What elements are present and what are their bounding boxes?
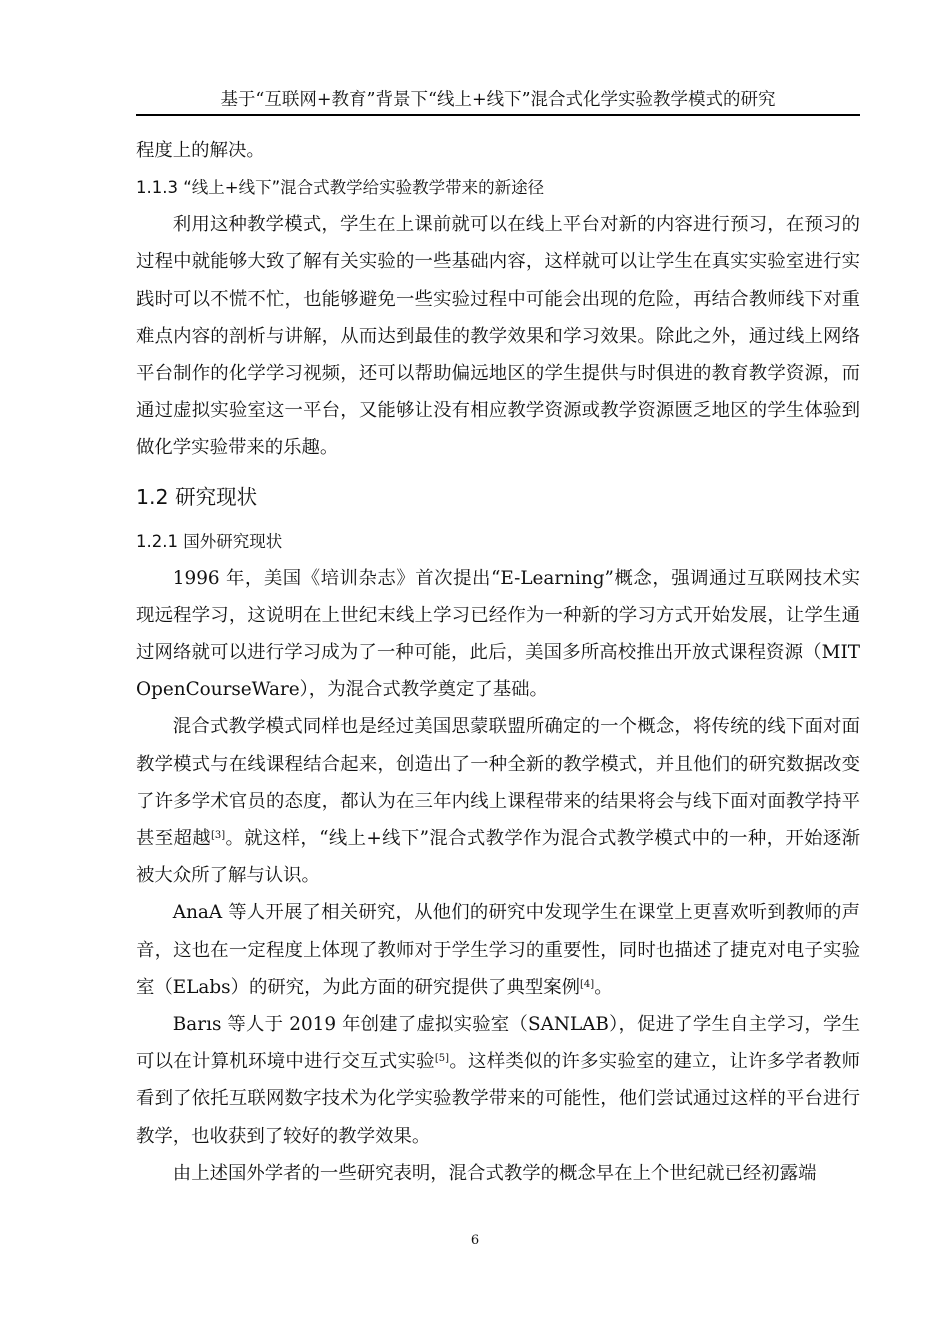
paragraph-summary: 由上述国外学者的一些研究表明，混合式教学的概念早在上个世纪就已经初露端	[172, 1162, 817, 1184]
paragraph-text: 。	[594, 976, 613, 998]
paragraph-text: 。就这样，“线上+线下”混合式教学作为混合式教学模式中的一种，开始逐渐被大众所了解与认识。	[136, 828, 860, 887]
citation-ref: [4]	[580, 978, 595, 990]
section-heading-1-2-1: 1.2.1 国外研究现状	[136, 531, 283, 551]
paragraph-blended-model	[136, 708, 860, 894]
section-heading-1-2: 1.2 研究现状	[136, 484, 258, 509]
paragraph-continuation: 程度上的解决。	[136, 140, 265, 161]
page-number: 6	[470, 1233, 480, 1248]
section-heading-1-1-3: 1.1.3 “线上+线下”混合式教学给实验教学带来的新途径	[136, 178, 545, 198]
page-body	[136, 132, 860, 1192]
running-header: 基于“互联网+教育”背景下“线上+线下”混合式化学实验教学模式的研究	[136, 88, 860, 116]
paragraph-text: 。这样类似的许多实验室的建立，让许多学者教师看到了依托互联网数字技术为化学实验教学带来的可能性，他们尝试通过这样的平台进行教学，也收获到了较好的教学效果。	[136, 1051, 860, 1147]
citation-ref: [3]	[210, 830, 226, 842]
paragraph-anaa-study	[136, 894, 860, 1006]
paragraph-text: AnaA 等人开展了相关研究，从他们的研究中发现学生在课堂上更喜欢听到教师的声音，这也在一定程度上体现了教师对于学生学习的重要性，同时也描述了捷克对电子实验室（ELabs）的研究，为此方面的研究提供了典型案例	[136, 902, 860, 998]
citation-ref: [5]	[434, 1053, 450, 1065]
paragraph-sanlab	[136, 1006, 860, 1155]
paragraph-text: Barıs 等人于 2019 年创建了虚拟实验室（SANLAB），促进了学生自主学习，学生可以在计算机环境中进行交互式实验	[136, 1014, 860, 1073]
paragraph-new-approach: 利用这种教学模式，学生在上课前就可以在线上平台对新的内容进行预习，在预习的过程中就能够大致了解有关实验的一些基础内容，这样就可以让学生在真实实验室进行实践时可以不慌不忙，也能够避免一些实验过程中可能会出现的危险，再结合教师线下对重难点内容的剖析与讲解，从而达到最佳的教学效果和学习效果。除此之外，通过线上网络平台制作的化学学习视频，还可以帮助偏远地区的学生提供与时俱进的教育教学资源，而通过虚拟实验室这一平台，又能够让没有相应教学资源或教学资源匮乏地区的学生体验到做化学实验带来的乐趣。	[136, 214, 860, 459]
paragraph-text: 混合式教学模式同样也是经过美国思蒙联盟所确定的一个概念，将传统的线下面对面教学模式与在线课程结合起来，创造出了一种全新的教学模式，并且他们的研究数据改变了许多学术官员的态度，都认为在三年内线上课程带来的结果将会与线下面对面教学持平甚至超越	[136, 716, 860, 850]
paragraph-elearning: 1996 年，美国《培训杂志》首次提出“E-Learning”概念，强调通过互联网技术实现远程学习，这说明在上世纪末线上学习已经作为一种新的学习方式开始发展，让学生通过网络就可以进行学习成为了一种可能，此后，美国多所高校推出开放式课程资源（MIT OpenCourseWare），为混合式教学奠定了基础。	[136, 567, 860, 701]
